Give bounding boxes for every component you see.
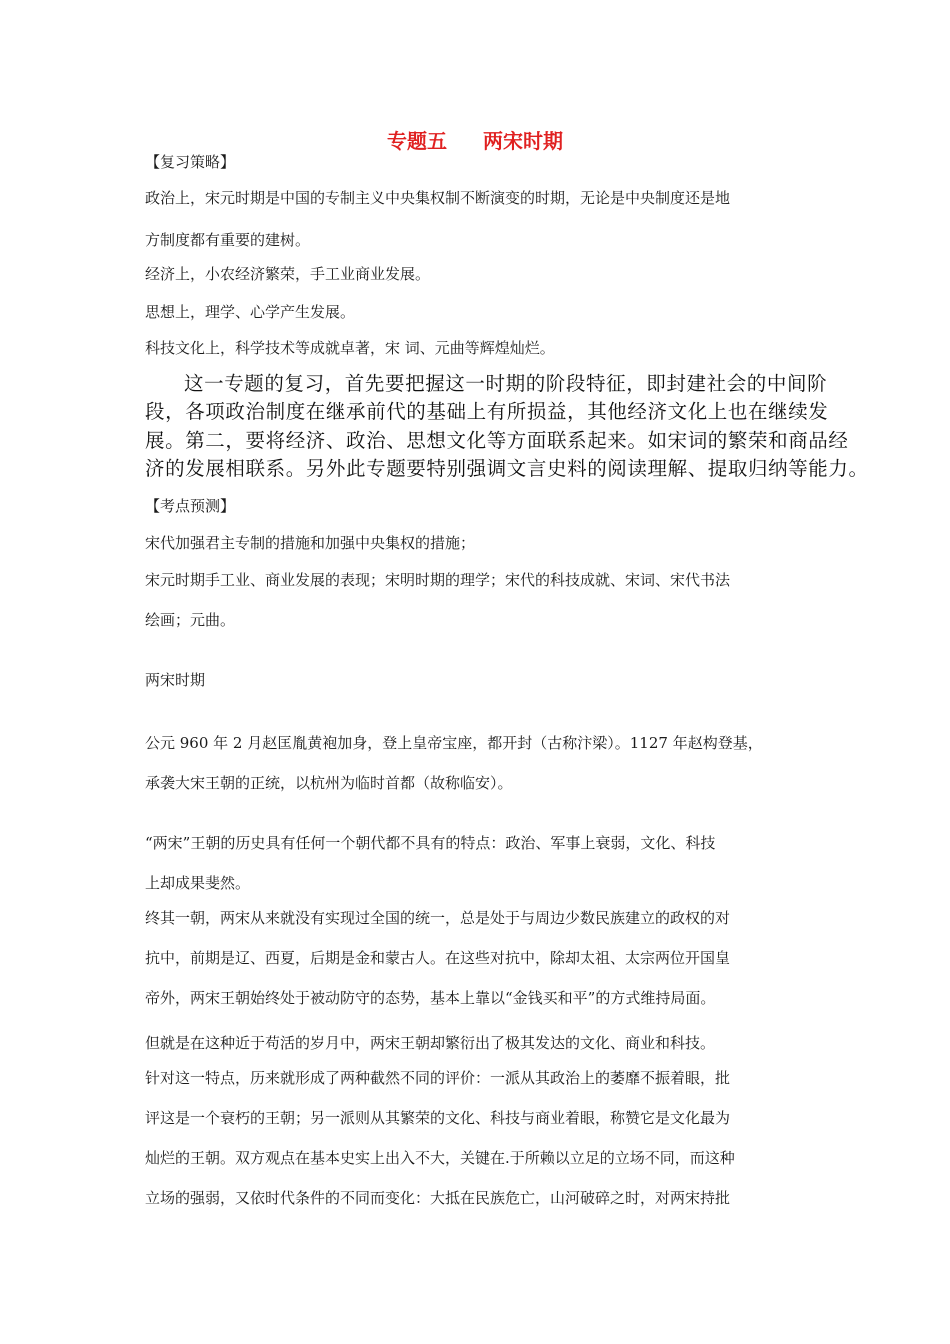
section-title: 两宋时期 <box>145 671 206 689</box>
exam-prediction-heading: 【考点预测】 <box>145 497 236 515</box>
body-line: 终其一朝，两宋从来就没有实现过全国的统一，总是处于与周边少数民族建立的政权的对 <box>145 909 731 927</box>
review-line: 科技文化上，科学技术等成就卓著，宋 词、元曲等辉煌灿烂。 <box>145 339 555 357</box>
title-topic-name: 两宋时期 <box>483 129 563 153</box>
scanned-paragraph <box>145 370 869 483</box>
scanned-line: 展。第二，要将经济、政治、思想文化等方面联系起来。如宋词的繁荣和商品经 <box>145 428 849 452</box>
body-line: 帝外，两宋王朝始终处于被动防守的态势，基本上靠以“金钱买和平”的方式维持局面。 <box>145 989 716 1007</box>
body-line: 评这是一个衰朽的王朝；另一派则从其繁荣的文化、科技与商业着眼，称赞它是文化最为 <box>145 1109 731 1127</box>
body-line: 立场的强弱，又依时代条件的不同而变化：大抵在民族危亡，山河破碎之时，对两宋持批 <box>145 1189 731 1207</box>
body-line: 但就是在这种近于苟活的岁月中，两宋王朝却繁衍出了极其发达的文化、商业和科技。 <box>145 1034 716 1052</box>
scanned-line: 济的发展相联系。另外此专题要特别强调文言史料的阅读理解、提取归纳等能力。 <box>145 456 869 480</box>
review-line: 政治上，宋元时期是中国的专制主义中央集权制不断演变的时期，无论是中央制度还是地 <box>145 189 731 207</box>
review-line: 经济上，小农经济繁荣，手工业商业发展。 <box>145 265 431 283</box>
body-line: 灿烂的王朝。双方观点在基本史实上出入不大，关键在.于所赖以立足的立场不同，而这种 <box>145 1149 735 1167</box>
body-line: 承袭大宋王朝的正统，以杭州为临时首都（故称临安）。 <box>145 774 513 792</box>
prediction-line: 宋代加强君主专制的措施和加强中央集权的措施； <box>145 534 476 552</box>
body-line: “两宋”王朝的历史具有任何一个朝代都不具有的特点：政治、军事上衰弱，文化、科技 <box>145 834 716 852</box>
review-strategy-heading: 【复习策略】 <box>145 153 236 171</box>
review-line: 方制度都有重要的建树。 <box>145 231 311 249</box>
body-line: 上却成果斐然。 <box>145 874 251 892</box>
body-line: 针对这一特点，历来就形成了两种截然不同的评价：一派从其政治上的萎靡不振着眼，批 <box>145 1069 731 1087</box>
body-line: 抗中，前期是辽、西夏，后期是金和蒙古人。在这些对抗中，除却太祖、太宗两位开国皇 <box>145 949 731 967</box>
page-title <box>0 125 950 154</box>
scanned-line: 这一专题的复习，首先要把握这一时期的阶段特征，即封建社会的中间阶 <box>184 372 828 395</box>
body-line: 公元 960 年 2 月赵匡胤黄袍加身，登上皇帝宝座，都开封（古称汴梁）。1127 年赵构登基， <box>145 734 763 752</box>
prediction-line: 宋元时期手工业、商业发展的表现；宋明时期的理学；宋代的科技成就、宋词、宋代书法 <box>145 571 731 589</box>
title-topic-number: 专题五 <box>387 129 447 153</box>
scanned-line: 段，各项政治制度在继承前代的基础上有所损益，其他经济文化上也在继续发 <box>145 400 829 424</box>
prediction-line: 绘画；元曲。 <box>145 611 236 629</box>
review-line: 思想上，理学、心学产生发展。 <box>145 303 356 321</box>
